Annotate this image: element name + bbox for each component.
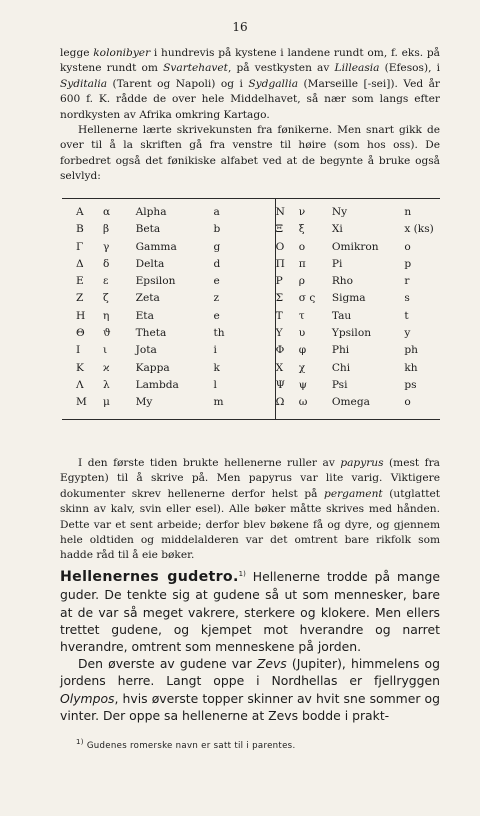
letter-latin: o (404, 240, 411, 253)
letter-upper: Τ (275, 308, 299, 325)
letter-lower: δ (103, 257, 110, 270)
letter-latin: th (213, 327, 225, 340)
letter-lower: ο (298, 240, 306, 253)
footnote-mark: 1) (238, 570, 246, 578)
paragraph-papyrus: I den første tiden brukte hellenerne ruller av papyrus (mest fra Egypten) til å skrive på. Men papyrus var lite varig. Viktigere dokumenter skrev hellenerne derfor helst på pergament (utglattet skinn av kalv, svin eller esel). Alle bøker måtte skrives med hånden. Dette var et sent arbeide; derfor blev bøkene få og dyre, og gjennem hele oldtiden og middelalderen var det omtrent bare rikfolk som hadde råd til å eie bøker. (60, 457, 440, 562)
paragraph-zevs: Den øverste av gudene var Zevs (Jupiter), himmelens og jordens herre. Langt oppe i Nordhellas er fjellryggen Olympos, hvis øverste topper skinner av hvit sne sommer og vinter. Der oppe sa hellenerne at Zevs bodde i prakt- (60, 656, 440, 723)
letter-lower: ϑ (103, 327, 111, 340)
letter-latin: r (404, 275, 410, 288)
letter-name: Pi (331, 257, 343, 270)
alphabet-row (62, 342, 440, 359)
alphabet-row (62, 256, 440, 273)
letter-latin: e (213, 309, 220, 322)
letter-upper: Α (76, 206, 84, 218)
letter-upper: Ρ (275, 273, 299, 290)
letter-lower: μ (103, 396, 110, 409)
letter-latin: g (213, 240, 221, 253)
letter-upper: Γ (76, 240, 84, 253)
letter-name: Beta (135, 223, 161, 236)
letter-lower: ω (298, 396, 308, 409)
alphabet-row (62, 394, 440, 419)
letter-latin: a (213, 206, 220, 218)
letter-lower: ζ (103, 292, 109, 305)
letter-latin: k (213, 361, 220, 374)
letter-latin: i (213, 344, 217, 357)
letter-lower: τ (298, 309, 305, 322)
letter-upper: Η (76, 309, 86, 322)
letter-lower: ρ (298, 275, 306, 288)
letter-upper: Θ (76, 327, 85, 340)
letter-name: Zeta (135, 292, 160, 305)
letter-lower: υ (298, 327, 306, 340)
letter-name: Chi (331, 361, 351, 374)
letter-name: My (135, 396, 153, 409)
alphabet-row (62, 377, 440, 394)
section-heading: Hellenernes gudetro. (60, 569, 239, 586)
letter-upper: Χ (275, 360, 299, 377)
paragraph-writing: Hellenerne lærte skrivekunsten fra fønikerne. Men snart gikk de over til å la skriften gå fra venstre til høire (som hos oss). De forbedret også det fønikiske alfabet ved at de begynte å bruke også selvlyd: (60, 124, 440, 183)
letter-upper: Ι (76, 344, 81, 357)
letter-upper: Ζ (76, 292, 84, 305)
letter-lower: σ ς (298, 292, 316, 305)
letter-upper: Ω (275, 394, 299, 419)
page-number: 16 (232, 20, 248, 34)
letter-latin: s (404, 292, 410, 305)
letter-lower: π (298, 257, 306, 270)
letter-latin: o (404, 396, 411, 409)
letter-latin: t (404, 309, 409, 322)
letter-lower: ε (103, 275, 109, 288)
letter-lower: α (103, 206, 111, 218)
letter-upper: Ψ (275, 377, 299, 394)
letter-lower: ψ (298, 378, 308, 391)
letter-name: Tau (331, 309, 352, 322)
alphabet-row (62, 360, 440, 377)
letter-lower: φ (298, 344, 307, 357)
alphabet-row (62, 221, 440, 238)
letter-name: Rho (331, 275, 354, 288)
intro-text (60, 46, 440, 185)
letter-latin: d (213, 257, 221, 270)
letter-lower: ι (103, 344, 108, 357)
letter-latin: y (404, 327, 411, 340)
letter-name: Lambda (135, 378, 179, 391)
paragraph-gods-intro: Hellenernes gudetro.$^{1)}$ Hellenerne trodde på mange guder. De tenkte sig at gudene så ut som mennesker, bare at de var så meget vakrere, sterkere og klokere. Men ellers trettet gudene, og kjempet mot hverandre og narret hverandre, omtrent som menneskene på jorden. (60, 569, 440, 654)
letter-name: Delta (135, 257, 165, 270)
letter-lower: η (103, 309, 110, 322)
letter-upper: Λ (76, 378, 84, 391)
letter-upper: Ν (275, 199, 299, 222)
letter-latin: z (213, 292, 220, 305)
letter-name: Phi (331, 344, 350, 357)
letter-name: Epsilon (135, 275, 176, 288)
letter-name: Jota (135, 344, 157, 357)
letter-lower: γ (103, 240, 110, 253)
letter-name: Theta (135, 327, 167, 340)
letter-latin: m (213, 396, 224, 409)
alphabet-row (62, 290, 440, 307)
alphabet-row (62, 308, 440, 325)
greek-alphabet-table (62, 198, 440, 420)
footnote: $^{1)}$ Gudenes romerske navn er satt til i parentes. (76, 738, 296, 751)
letter-name: Sigma (331, 292, 366, 305)
letter-name: Kappa (135, 361, 170, 374)
letter-latin: l (213, 378, 217, 391)
letter-latin: p (404, 257, 412, 270)
letter-upper: Φ (275, 342, 299, 359)
letter-latin: kh (404, 361, 418, 374)
letter-lower: χ (298, 361, 306, 374)
letter-upper: Ο (275, 239, 299, 256)
letter-name: Omikron (331, 240, 379, 253)
letter-name: Alpha (135, 206, 167, 218)
letter-lower: ν (298, 206, 306, 218)
alphabet-row (62, 239, 440, 256)
alphabet-row (62, 325, 440, 342)
letter-name: Ny (331, 206, 348, 218)
letter-upper: Β (76, 223, 84, 236)
letter-name: Ypsilon (331, 327, 372, 340)
letter-latin: n (404, 206, 412, 218)
letter-name: Xi (331, 223, 343, 236)
letter-upper: Σ (275, 290, 299, 307)
letter-upper: Π (275, 256, 299, 273)
letter-latin: ps (404, 378, 417, 391)
letter-name: Omega (331, 396, 370, 409)
alphabet-row (62, 273, 440, 290)
letter-upper: Υ (275, 325, 299, 342)
letter-latin: x (ks) (404, 223, 434, 236)
letter-lower: ϰ (103, 361, 110, 374)
letter-name: Psi (331, 378, 348, 391)
letter-upper: Ε (76, 275, 84, 288)
letter-latin: ph (404, 344, 418, 357)
letter-name: Gamma (135, 240, 177, 253)
letter-upper: Κ (76, 361, 84, 374)
letter-lower: λ (103, 378, 110, 391)
letter-latin: e (213, 275, 220, 288)
letter-latin: b (213, 223, 221, 236)
letter-lower: β (103, 223, 110, 236)
letter-upper: Μ (76, 396, 87, 409)
letter-name: Eta (135, 309, 154, 322)
gods-section (60, 566, 440, 724)
letter-upper: Ξ (275, 221, 299, 238)
paragraph-colonies: legge kolonibyer i hundrevis på kystene i landene rundt om, f. eks. på kystene rundt om Svartehavet, på vestkysten av Lilleasia (Efesos), i Syditalia (Tarent og Napoli) og i Sydgallia (Marseille [-sei]). Ved år 600 f. K. rådde de over hele Middelhavet, så nær som langs efter nordkysten av Afrika omkring Kartago. (60, 47, 441, 121)
alphabet-row (62, 199, 440, 222)
letter-lower: ξ (298, 223, 305, 236)
letter-upper: Δ (76, 257, 84, 270)
